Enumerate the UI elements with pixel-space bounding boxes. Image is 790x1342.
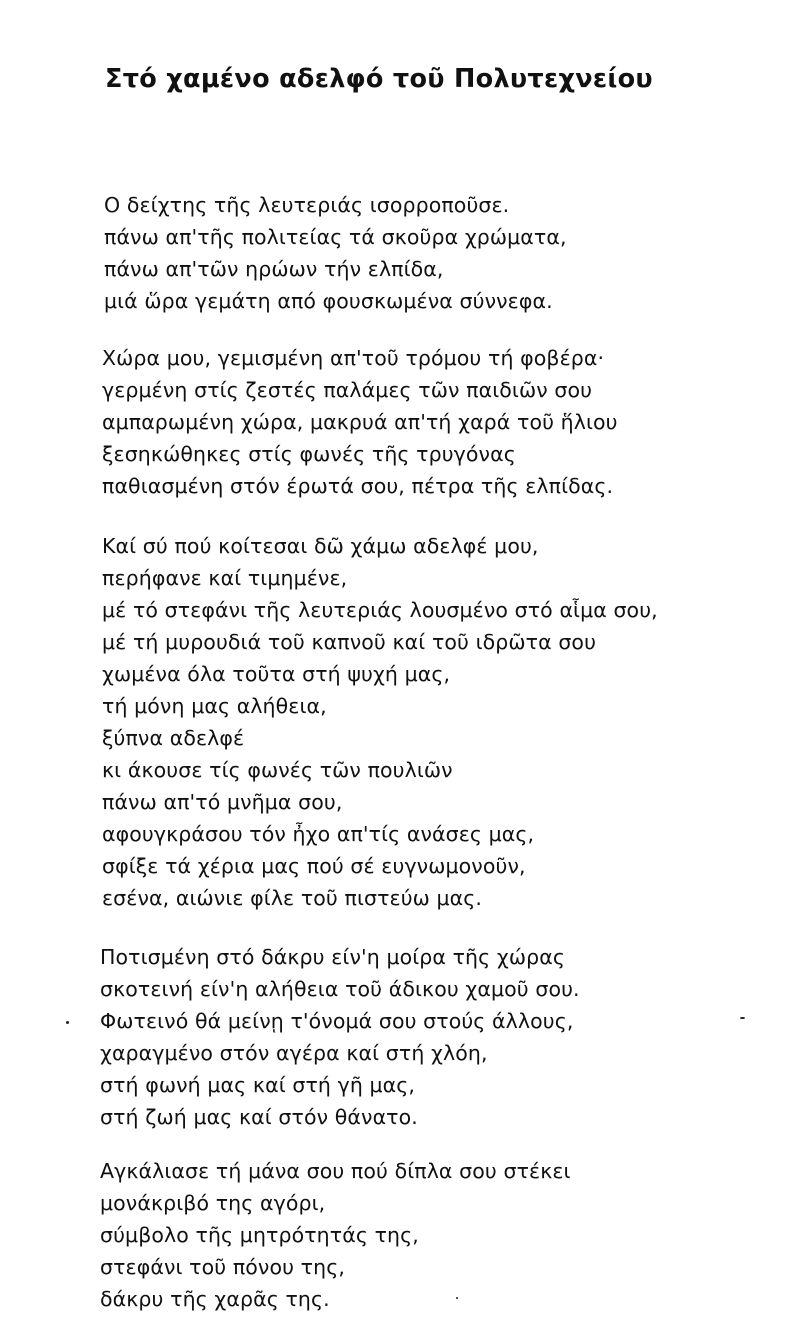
- scan-speck: [66, 1021, 69, 1024]
- poem-line: πάνω απ'τῆς πολιτείας τά σκοῦρα χρώματα,: [104, 225, 567, 249]
- poem-line: Ποτισμένη στό δάκρυ είν'η μοίρα τῆς χώρας: [100, 945, 565, 969]
- poem-line: μιά ὥρα γεμάτη από φουσκωμένα σύννεφα.: [104, 289, 553, 313]
- poem-line: πάνω απ'τῶν ηρώων τήν ελπίδα,: [104, 257, 444, 281]
- poem-line: Αγκάλιασε τή μάνα σου πού δίπλα σου στέκει: [100, 1159, 571, 1183]
- poem-line: παθιασμένη στόν έρωτά σου, πέτρα τῆς ελπίδας.: [102, 474, 614, 498]
- poem-line: χωμένα όλα τοῦτα στή ψυχή μας,: [102, 662, 451, 686]
- scan-speck: [456, 1297, 458, 1299]
- scan-speck: [740, 1017, 745, 1019]
- poem-line: ξύπνα αδελφέ: [102, 726, 245, 750]
- poem-line: στή φωνή μας καί στή γῆ μας,: [100, 1073, 416, 1097]
- poem-line: στεφάνι τοῦ πόνου της,: [100, 1255, 345, 1279]
- poem-line: τή μόνη μας αλήθεια,: [102, 694, 327, 718]
- poem-line: Καί σύ πού κοίτεσαι δῶ χάμω αδελφέ μου,: [102, 534, 539, 558]
- poem-line: περήφανε καί τιμημένε,: [102, 566, 348, 590]
- poem-line: μονάκριβό της αγόρι,: [100, 1191, 326, 1215]
- poem-line: γερμένη στίς ζεστές παλάμες τῶν παιδιῶν σου: [102, 378, 593, 402]
- poem-line: Χώρα μου, γεμισμένη απ'τοῦ τρόμου τή φοβέρα·: [102, 346, 605, 370]
- poem-line: στή ζωή μας καί στόν θάνατο.: [100, 1105, 418, 1129]
- poem-line: μέ τή μυρουδιά τοῦ καπνοῦ καί τοῦ ιδρῶτα σου: [102, 630, 597, 654]
- poem-line: πάνω απ'τό μνῆμα σου,: [102, 790, 343, 814]
- poem-line: κι άκουσε τίς φωνές τῶν πουλιῶν: [102, 758, 453, 782]
- poem-line: σύμβολο τῆς μητρότητάς της,: [100, 1223, 419, 1247]
- poem-line: ξεσηκώθηκες στίς φωνές τῆς τρυγόνας: [102, 442, 516, 466]
- poem-line: δάκρυ τῆς χαρᾶς της.: [100, 1287, 330, 1311]
- poem-line: σκοτεινή είν'η αλήθεια τοῦ άδικου χαμοῦ σου.: [100, 977, 580, 1001]
- poem-line: εσένα, αιώνιε φίλε τοῦ πιστεύω μας.: [102, 886, 483, 910]
- poem-line: σφίξε τά χέρια μας πού σέ ευγνωμονοῦν,: [102, 854, 526, 878]
- poem-line: μέ τό στεφάνι τῆς λευτεριάς λουσμένο στό αἷμα σου,: [102, 598, 658, 622]
- poem-line: αμπαρωμένη χώρα, μακρυά απ'τή χαρά τοῦ ἥλιου: [102, 410, 618, 434]
- poem-line: αφουγκράσου τόν ἦχο απ'τίς ανάσες μας,: [102, 822, 535, 846]
- poem-line: Ο δείχτης τῆς λευτεριάς ισορροποῦσε.: [104, 193, 510, 217]
- poem-line: Φωτεινό θά μείνῃ τ'όνομά σου στούς άλλους,: [100, 1009, 574, 1033]
- poem-title: Στό χαμένο αδελφό τοῦ Πολυτεχνείου: [105, 64, 653, 94]
- poem-line: χαραγμένο στόν αγέρα καί στή χλόη,: [100, 1041, 488, 1065]
